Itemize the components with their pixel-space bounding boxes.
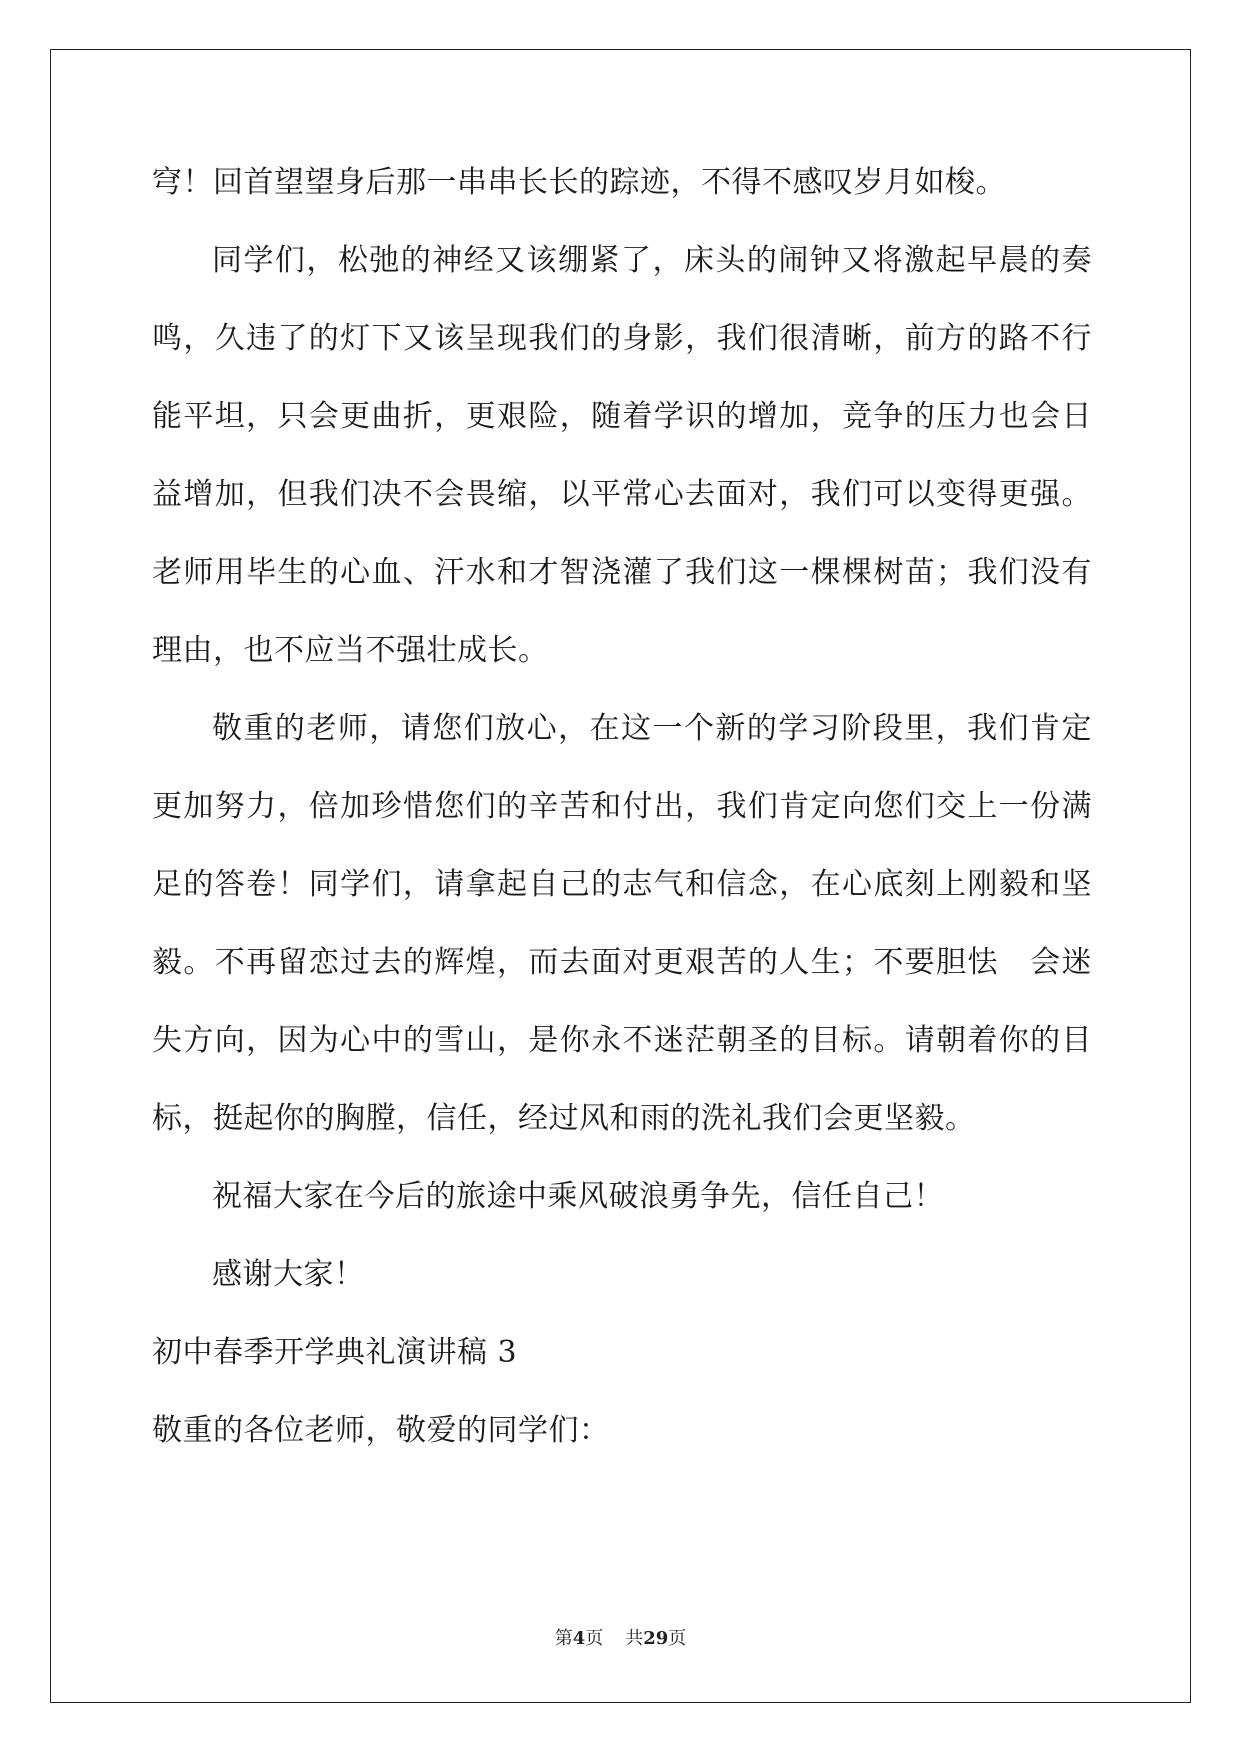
text-line: 同学们，松弛的神经又该绷紧了，床头的闹钟又将激起早晨的奏 xyxy=(212,243,1092,278)
footer-total-prefix: 共 xyxy=(625,1628,644,1649)
text-line: 更加努力，倍加珍惜您们的辛苦和付出，我们肯定向您们交上一份满 xyxy=(152,789,1092,824)
section-heading: 初中春季开学典礼演讲稿 3 xyxy=(152,1335,518,1370)
footer-prefix: 第 xyxy=(554,1628,573,1649)
text-line: 标，挺起你的胸膛，信任，经过风和雨的洗礼我们会更坚毅。 xyxy=(152,1101,976,1136)
footer-page-suffix: 页 xyxy=(585,1628,604,1649)
text-line: 老师用毕生的心血、汗水和才智浇灌了我们这一棵棵树苗；我们没有 xyxy=(152,555,1092,590)
text-line: 感谢大家！ xyxy=(212,1257,365,1292)
text-line: 毅。不再留恋过去的辉煌，而去面对更艰苦的人生；不要胆怯 会迷 xyxy=(152,945,1092,980)
text-line: 足的答卷！同学们，请拿起自己的志气和信念，在心底刻上刚毅和坚 xyxy=(152,867,1092,902)
page-number: 4 xyxy=(572,1628,586,1649)
text-line: 能平坦，只会更曲折，更艰险，随着学识的增加，竞争的压力也会日 xyxy=(152,399,1092,434)
text-line: 祝福大家在今后的旅途中乘风破浪勇争先，信任自己！ xyxy=(212,1179,944,1214)
text-line: 穹！回首望望身后那一串串长长的踪迹，不得不感叹岁月如梭。 xyxy=(152,165,1006,200)
text-line: 理由，也不应当不强壮成长。 xyxy=(152,633,549,668)
page-footer xyxy=(0,1627,1241,1651)
document-body xyxy=(152,163,1092,1489)
page-total: 29 xyxy=(643,1628,669,1649)
text-line: 鸣，久违了的灯下又该呈现我们的身影，我们很清晰，前方的路不行 xyxy=(152,321,1092,356)
salutation: 敬重的各位老师，敬爱的同学们： xyxy=(152,1413,610,1448)
text-line: 益增加，但我们决不会畏缩，以平常心去面对，我们可以变得更强。 xyxy=(152,477,1092,512)
text-line: 敬重的老师，请您们放心，在这一个新的学习阶段里，我们肯定 xyxy=(212,711,1092,746)
text-line: 失方向，因为心中的雪山，是你永不迷茫朝圣的目标。请朝着你的目 xyxy=(152,1023,1092,1058)
footer-total-suffix: 页 xyxy=(668,1628,687,1649)
